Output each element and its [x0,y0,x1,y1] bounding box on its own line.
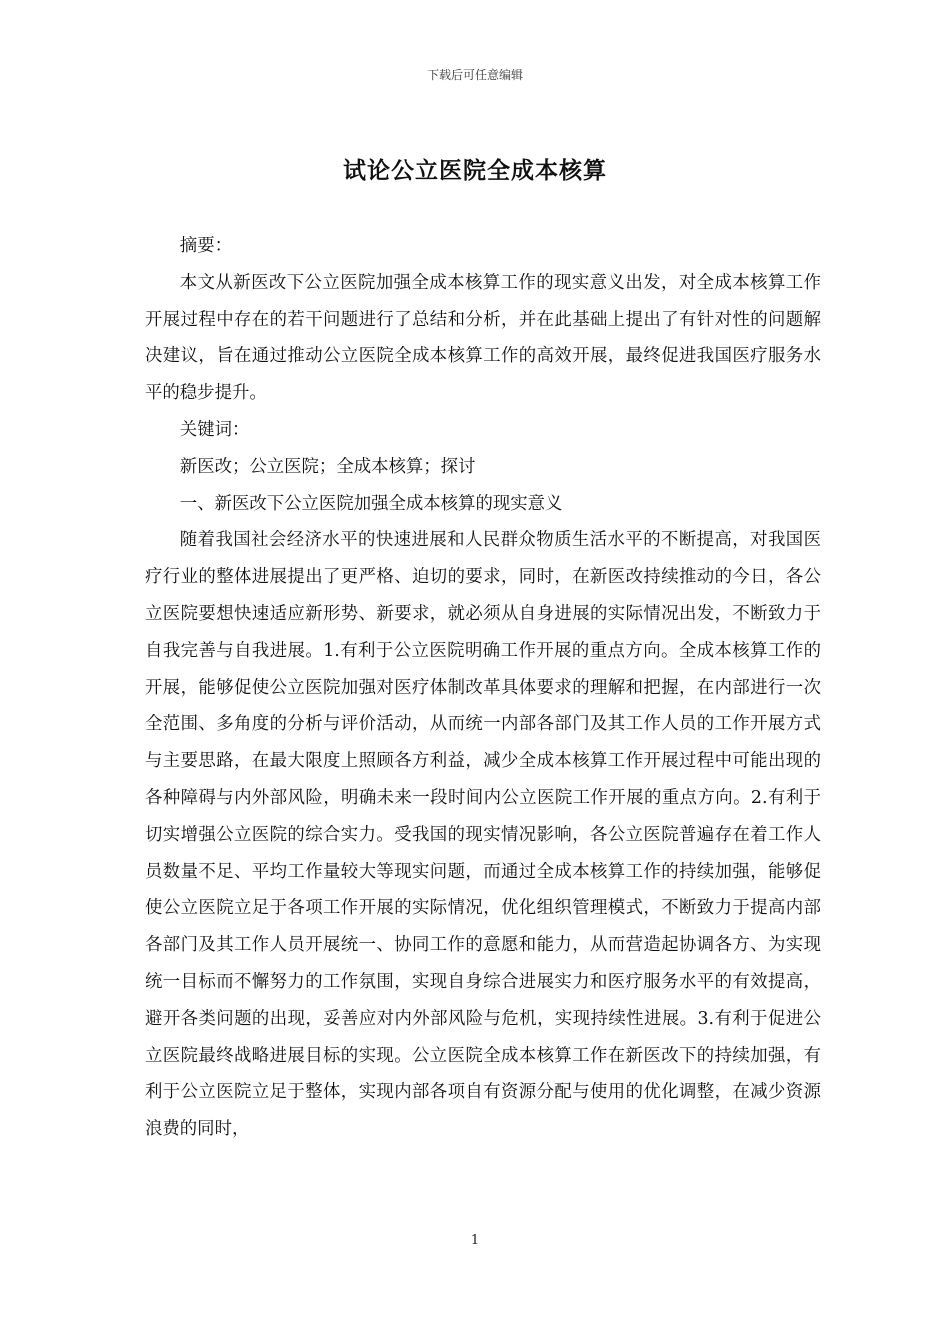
abstract-label: 摘要： [179,236,232,256]
document-title: 试论公立医院全成本核算 [343,158,607,184]
keywords-label: 关键词： [179,419,250,440]
header-note: 下载后可任意编辑 [426,68,523,82]
body-paragraph: 随着我国社会经济水平的快速进展和人民群众物质生活水平的不断提高，对我国医疗行业的整体进展提出了更严格、迫切的要求，同时，在新医改持续推动的今日，各公立医院要想快速适应新形势、新要求，就必须从自身进展的实际情况出发，不断致力于自我完善与自我进展。1.有利于公立医院明确工作开展的重点方向。全成本核算工作的开展，能够促使公立医院加强对医疗体制改革具体要求的理解和把握，在内部进行一次全范围、多角度的分析与评价活动，从而统一内部各部门及其工作人员的工作开展方式与主要思路，在最大限度上照顾各方利益，减少全成本核算工作开展过程中可能出现的各种障碍与内外部风险，明确未来一段时间内公立医院工作开展的重点方向。2.有利于切实增强公立医院的综合实力。受我国的现实情况影响，各公立医院普遍存在着工作人员数量不足、平均工作量较大等现实问题，而通过全成本核算工作的持续加强，能够促使公立医院立足于各项工作开展的实际情况，优化组织管理模式，不断致力于提高内部各部门及其工作人员开展统一、协同工作的意愿和能力，从而营造起协调各方、为实现统一目标而不懈努力的工作氛围，实现自身综合进展实力和医疗服务水平的有效提高，避开各类问题的出现，妥善应对内外部风险与危机，实现持续性进展。3.有利于促进公立医院最终战略进展目标的实现。公立医院全成本核算工作在新医改下的持续加强，有利于公立医院立足于整体，实现内部各项自有资源分配与使用的优化调整，在减少资源浪费的同时， [145,530,821,1140]
abstract-paragraph: 本文从新医改下公立医院加强全成本核算工作的现实意义出发，对全成本核算工作开展过程中存在的若干问题进行了总结和分析，并在此基础上提出了有针对性的问题解决建议，旨在通过推动公立医院全成本核算工作的高效开展，最终促进我国医疗服务水平的稳步提升。 [145,272,821,404]
section-heading: 一、新医改下公立医院加强全成本核算的现实意义 [179,493,563,514]
document-body [145,228,821,1148]
page-number: 1 [470,1233,480,1248]
keywords-paragraph: 新医改；公立医院；全成本核算；探讨 [179,456,476,477]
